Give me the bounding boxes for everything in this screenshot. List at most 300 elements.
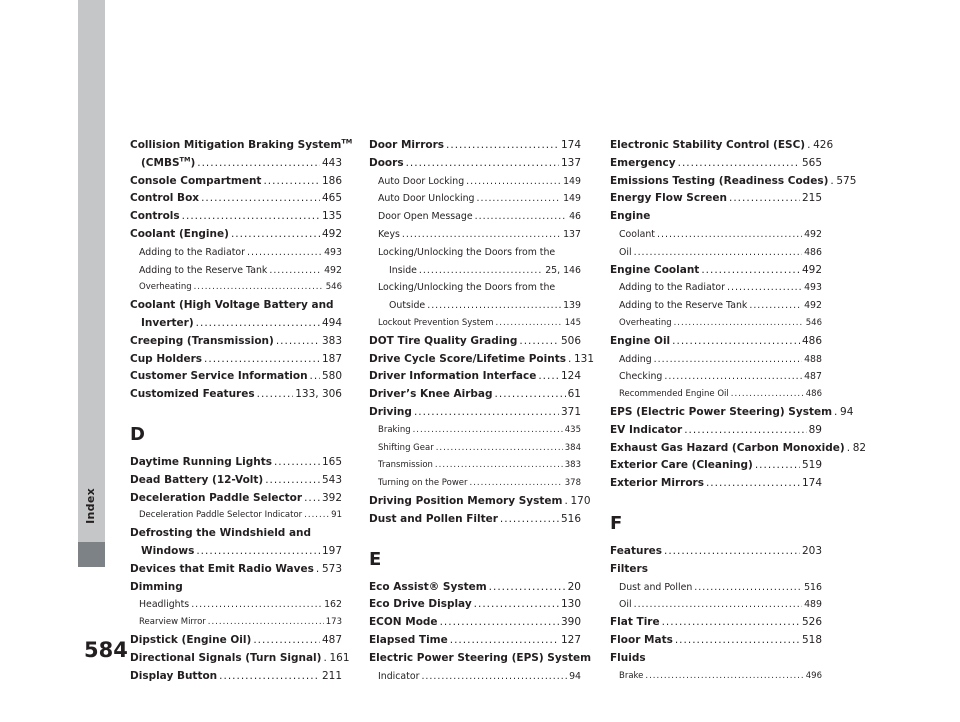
entry-label: Locking/Unlocking the Doors from the [378,282,556,294]
page-reference[interactable]: 492 [801,263,822,276]
page-reference[interactable]: 124 [560,370,581,383]
entry-label-text: Adding to the Radiator [139,246,246,258]
page-reference[interactable]: 162 [324,599,342,611]
entry-label-text: EV Indicator [610,423,683,436]
page-reference[interactable]: 89 [808,423,822,436]
index-entry[interactable] [130,561,342,579]
dot-leader [196,315,320,333]
entry-label-text: Doors [369,156,404,169]
entry-label-text: Dipstick (Engine Oil) [130,633,252,646]
dot-leader [674,315,804,333]
dot-leader [830,173,834,191]
page-reference[interactable]: 443 [321,156,342,169]
index-subentry[interactable] [369,668,581,686]
index-entry[interactable] [610,190,822,208]
page-reference[interactable]: 493 [324,246,342,258]
page-reference[interactable]: 492 [804,228,822,240]
dot-leader [219,668,320,686]
entry-label [139,279,192,297]
page-reference[interactable]: 487 [804,371,822,383]
index-entry-heading [130,525,342,543]
entry-label-text: Adding to the Radiator [619,282,726,294]
entry-label-text: Elapsed Time [369,633,448,646]
page-reference[interactable]: 187 [321,352,342,365]
index-subentry[interactable] [610,596,822,614]
index-entry[interactable] [610,422,822,440]
dot-leader [466,173,561,191]
entry-label [619,596,632,614]
dot-leader [519,333,559,351]
index-subentry[interactable] [130,614,342,632]
entry-label [378,226,400,244]
dot-leader [201,190,320,208]
dot-leader [662,614,800,632]
entry-label-text: Exterior Care (Cleaning) [610,459,753,472]
entry-label-text: Keys [378,228,400,240]
index-subentry[interactable] [369,440,581,458]
index-entry[interactable] [130,208,342,226]
entry-label [130,226,229,244]
page-reference[interactable]: 492 [324,264,342,276]
index-subentry[interactable] [369,173,581,191]
entry-label [378,457,433,475]
index-entry[interactable] [130,226,342,244]
index-subentry[interactable] [369,475,581,493]
dot-leader [310,368,320,386]
index-subentry[interactable] [610,279,822,297]
page-reference[interactable]: 426 [813,139,834,151]
index-subentry[interactable] [130,279,342,297]
trademark-mark: TM [179,155,191,164]
index-entry[interactable] [610,137,834,155]
page-reference[interactable]: 130 [560,598,581,611]
index-entry[interactable] [130,650,350,668]
index-entry[interactable] [369,137,581,155]
index-subentry[interactable] [610,226,822,244]
dot-leader [436,440,563,458]
page-reference[interactable]: 20 [567,580,581,593]
entry-label-text: DOT Tire Quality Grading [369,334,518,347]
index-entry[interactable] [130,668,342,686]
entry-label [378,475,468,493]
page-reference[interactable]: 173 [325,617,342,628]
index-entry[interactable] [610,155,822,173]
page-reference[interactable]: 25, 146 [545,264,581,276]
dot-leader [253,632,320,650]
entry-label-text: Creeping (Transmission) [130,334,274,347]
entry-label-text: Oil [619,246,632,258]
dot-leader [231,226,320,244]
entry-label-text: Electronic Stability Control (ESC) [610,139,806,151]
index-subentry[interactable] [369,422,581,440]
page-reference[interactable]: 383 [564,460,581,471]
page-reference[interactable]: 580 [321,370,342,383]
index-entry[interactable] [610,614,822,632]
page-reference[interactable]: 575 [836,174,857,187]
index-entry[interactable] [369,614,581,632]
index-subentry[interactable] [130,244,342,262]
dot-leader [489,579,566,597]
entry-label-text: Drive Cycle Score/Lifetime Points [369,352,566,365]
page-reference[interactable]: 526 [801,616,822,629]
entry-label-text: Deceleration Paddle Selector Indicator [139,510,303,521]
index-entry[interactable] [369,333,581,351]
index-subentry[interactable] [610,579,822,597]
page-reference[interactable]: 518 [801,633,822,646]
entry-label [369,386,493,404]
entry-label-text: Adding to the Reserve Tank [139,264,268,276]
entry-label-text: Daytime Running Lights [130,455,272,468]
page-reference[interactable]: 211 [321,669,342,682]
entry-label-text: Shifting Gear [378,442,434,453]
dot-leader [834,404,838,422]
entry-label-text: Energy Flow Screen [610,192,727,205]
entry-label [369,596,472,614]
entry-label [369,137,444,155]
index-entry[interactable] [610,173,857,191]
dot-leader [304,490,320,508]
entry-label-text: Engine Coolant [610,263,700,276]
index-entry-heading [610,650,822,668]
index-entry[interactable] [369,404,581,422]
entry-label [610,632,673,650]
page-reference[interactable]: 215 [801,192,822,205]
entry-label [130,368,308,386]
index-subentry[interactable] [610,668,822,686]
index-subentry[interactable] [130,262,342,280]
index-subentry[interactable] [369,457,581,475]
page-reference[interactable]: 94 [840,405,854,418]
entry-label [619,668,643,686]
page-reference[interactable]: 371 [560,405,581,418]
entry-label [619,386,729,404]
entry-label-text: Turning on the Power [378,478,468,489]
index-entry[interactable] [130,543,342,561]
index-column-1 [130,137,353,685]
entry-label-text: Deceleration Paddle Selector [130,491,303,504]
page-reference[interactable]: 137 [560,156,581,169]
index-subentry[interactable] [610,386,822,404]
index-entry[interactable] [369,351,595,369]
entry-label [619,315,672,333]
page-reference[interactable]: 378 [564,478,581,489]
index-letter-heading: F [610,512,623,534]
entry-label [139,244,245,262]
entry-label-text: Coolant [619,228,655,240]
entry-label-text: Recommended Engine Oil [619,389,729,400]
page-reference[interactable]: 486 [804,246,822,258]
entry-label [369,351,566,369]
entry-label-text: Dust and Pollen Filter [369,512,498,525]
dot-leader [274,454,320,472]
index-entry[interactable] [130,173,342,191]
entry-label-text: Adding [619,353,652,365]
dot-leader [645,668,803,686]
section-marker [78,542,105,567]
index-entry[interactable] [130,368,342,386]
page-reference[interactable]: 519 [801,459,822,472]
dot-leader [182,208,320,226]
entry-label-text: Overheating [619,317,672,328]
entry-label [378,208,473,226]
dot-leader [538,368,559,386]
entry-label [130,333,274,351]
entry-label [369,155,404,173]
index-entry[interactable] [369,632,581,650]
entry-label [130,472,263,490]
index-entry[interactable] [130,155,342,173]
page-reference[interactable]: 197 [321,544,342,557]
dot-leader [729,190,800,208]
entry-label-text: EPS (Electric Power Steering) System [610,405,833,418]
entry-label-text: Flat Tire [610,616,660,629]
entry-label-text: Auto Door Locking [378,175,465,187]
entry-label [610,422,682,440]
index-entry[interactable] [130,315,342,333]
entry-label [389,297,425,315]
page-reference[interactable]: 546 [805,317,822,328]
page-reference[interactable]: 496 [805,670,822,681]
page-reference[interactable]: 465 [321,192,342,205]
page-number: 584 [84,638,128,662]
page-reference[interactable]: 139 [563,300,581,312]
entry-label [619,297,747,315]
entry-label-text: Driver Information Interface [369,370,537,383]
index-column-3 [610,137,867,685]
index-entry[interactable] [130,333,342,351]
entry-label [610,404,832,422]
dot-leader [654,351,802,369]
page-reference[interactable]: 516 [560,512,581,525]
entry-label-text: Display Button [130,669,218,682]
index-entry[interactable] [369,368,581,386]
index-entry[interactable] [130,472,342,490]
dot-leader [247,244,322,262]
entry-label-text: Oil [619,599,632,611]
page-reference[interactable]: 203 [801,544,822,557]
page-reference[interactable]: 137 [563,228,581,240]
page-reference[interactable]: 506 [560,334,581,347]
entry-label [130,208,180,226]
entry-label [130,190,199,208]
entry-label [141,155,195,173]
entry-label [139,596,189,614]
entry-label-text: Checking [619,371,663,383]
page-reference[interactable]: 565 [801,156,822,169]
index-entry[interactable] [610,457,822,475]
entry-label [378,440,434,458]
index-entry[interactable] [610,440,867,458]
index-subentry[interactable] [130,507,342,525]
entry-label [130,490,302,508]
page-reference[interactable]: 170 [570,494,591,507]
index-entry[interactable] [369,386,581,404]
page-reference[interactable]: 135 [321,210,342,223]
page-reference[interactable]: 127 [560,633,581,646]
entry-label-text: Customer Service Information [130,370,308,383]
dot-leader [406,155,559,173]
index-entry-heading [369,279,581,297]
entry-label-text: Outside [389,300,426,312]
entry-label-text: Devices that Emit Radio Waves [130,562,314,575]
dot-leader [194,279,324,297]
dot-leader [634,244,803,262]
page-reference[interactable]: 487 [321,633,342,646]
entry-label-text: Floor Mats [610,633,673,646]
dot-leader [706,475,800,493]
index-entry[interactable] [130,490,342,508]
entry-label: Filters [610,562,648,575]
index-subentry[interactable] [369,190,581,208]
dot-leader [427,297,561,315]
entry-label-text: Braking [378,424,411,435]
dot-leader [564,493,568,511]
entry-label-text: Rearview Mirror [139,617,206,628]
entry-label [130,561,314,579]
page-reference[interactable]: 546 [325,282,342,293]
dot-leader [847,440,851,458]
entry-label-text: Inside [389,264,417,276]
page-reference[interactable]: 174 [560,139,581,151]
index-entry[interactable] [610,632,822,650]
index-entry[interactable] [610,543,822,561]
index-entry[interactable] [130,454,342,472]
index-subentry[interactable] [610,351,822,369]
page-reference[interactable]: 131 [573,352,595,365]
dot-leader [495,386,566,404]
page-reference[interactable]: 516 [804,581,822,593]
page-reference[interactable]: 488 [804,353,822,365]
entry-label [369,404,412,422]
page-reference[interactable]: 494 [321,316,342,329]
entry-label: Collision Mitigation Braking System [130,139,342,151]
index-entry[interactable] [610,475,822,493]
page-reference[interactable]: 384 [564,442,581,453]
entry-label-text: Exterior Mirrors [610,477,704,490]
entry-label-text: ECON Mode [369,616,438,629]
index-entry[interactable] [369,579,581,597]
index-subentry[interactable] [369,208,581,226]
index-subentry[interactable] [610,244,822,262]
index-entry[interactable] [369,493,591,511]
page-reference[interactable]: 94 [569,670,581,682]
page-reference[interactable]: 149 [563,193,581,205]
index-subentry[interactable] [369,262,581,280]
page-reference[interactable]: 149 [563,175,581,187]
dot-leader [304,507,329,525]
page-reference[interactable]: 392 [321,491,342,504]
index-entry[interactable] [610,262,822,280]
entry-label-text: Emergency [610,156,676,169]
page-reference[interactable]: 46 [569,211,581,223]
index-entry-heading [610,561,822,579]
page-reference[interactable]: 174 [801,477,822,490]
entry-label-text: Directional Signals (Turn Signal) [130,651,322,664]
dot-leader [496,315,563,333]
page-reference[interactable]: 493 [804,282,822,294]
index-subentry[interactable] [610,368,822,386]
index-entry-heading [369,650,592,668]
index-subentry[interactable] [610,297,822,315]
page-reference[interactable]: 61 [567,388,581,401]
entry-label [369,632,448,650]
page-reference[interactable]: 543 [321,473,342,486]
page-reference[interactable]: 492 [804,300,822,312]
index-subentry[interactable] [369,315,581,333]
index-entry-heading [130,137,353,155]
index-entry-heading [610,208,822,226]
page-reference[interactable]: 82 [852,441,867,454]
index-entry[interactable] [130,386,342,404]
index-entry-heading [130,297,342,315]
index-entry[interactable] [130,632,342,650]
entry-label [610,475,704,493]
page-reference[interactable]: 435 [564,424,581,435]
dot-leader [440,614,559,632]
entry-label-text: Indicator [378,670,420,682]
entry-label-text: Cup Holders [130,352,203,365]
entry-label [619,351,652,369]
index-entry[interactable] [369,596,581,614]
index-subentry[interactable] [369,226,581,244]
page-reference[interactable]: 133, 306 [295,388,342,401]
entry-label [369,511,498,529]
index-subentry[interactable] [610,315,822,333]
entry-label [139,507,302,525]
page-reference[interactable]: 486 [805,389,822,400]
entry-label [130,351,202,369]
page-reference[interactable]: 486 [801,334,822,347]
entry-label [130,173,261,191]
index-column-2 [369,137,595,685]
entry-label [139,614,206,632]
index-subentry[interactable] [130,596,342,614]
entry-label: Electric Power Steering (EPS) System [369,651,592,664]
page-reference[interactable]: 573 [321,562,342,575]
page-reference[interactable]: 489 [804,599,822,611]
page-reference[interactable]: 186 [321,174,342,187]
entry-label [141,315,194,333]
dot-leader [727,279,802,297]
dot-leader [413,422,563,440]
entry-label-text: Adding to the Reserve Tank [619,300,748,312]
dot-leader [477,190,562,208]
page-reference[interactable]: 161 [329,651,350,664]
index-entry[interactable] [130,190,342,208]
page-reference[interactable]: 492 [321,227,342,240]
index-subentry[interactable] [369,297,581,315]
page-reference[interactable]: 390 [560,616,581,629]
dot-leader [316,561,320,579]
page-reference[interactable]: 165 [321,455,342,468]
dot-leader [196,543,320,561]
page-reference[interactable]: 383 [321,334,342,347]
entry-label [619,244,632,262]
entry-label: Fluids [610,651,646,664]
index-entry[interactable] [369,511,581,529]
index-entry[interactable] [369,155,581,173]
index-entry[interactable] [610,333,822,351]
index-entry[interactable] [130,351,342,369]
index-entry[interactable] [610,404,854,422]
entry-label [610,173,828,191]
page-reference[interactable]: 91 [331,510,342,521]
page-reference[interactable]: 145 [564,317,581,328]
dot-leader [197,155,320,173]
dot-leader [421,668,567,686]
entry-label [378,668,419,686]
dot-leader [446,137,559,155]
